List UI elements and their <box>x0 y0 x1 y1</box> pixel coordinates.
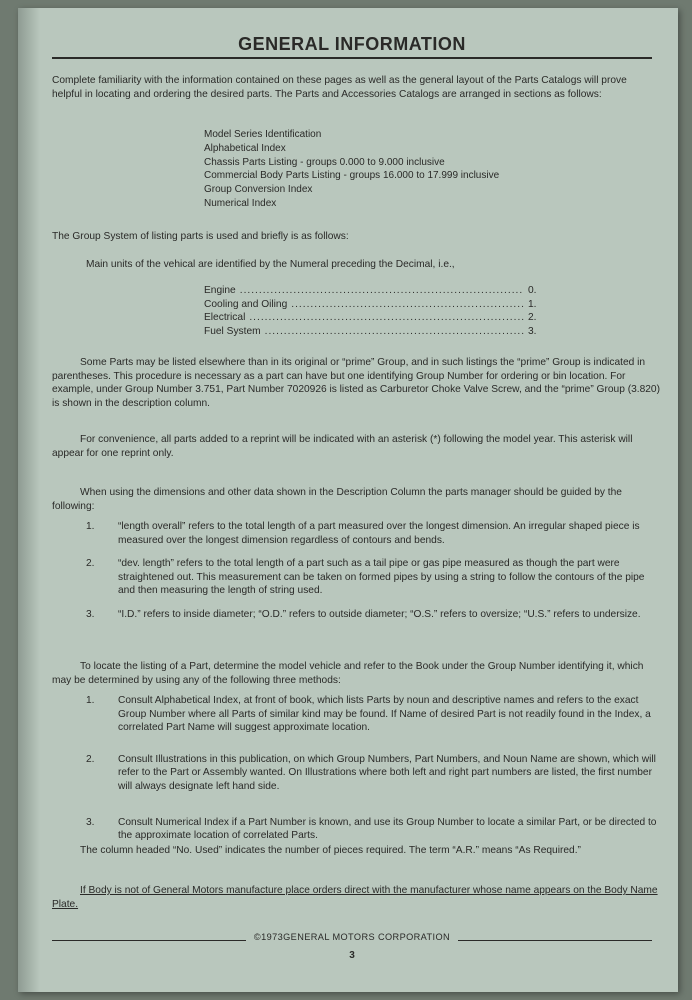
list-number: 1. <box>86 695 95 706</box>
list-item <box>86 753 658 794</box>
unit-name: Electrical <box>204 312 246 324</box>
unit-number: 3. <box>528 325 537 337</box>
list-number: 2. <box>86 753 95 765</box>
list-number: 1. <box>86 521 95 532</box>
list-item <box>86 694 658 735</box>
list-text: “I.D.” refers to inside diameter; “O.D.” refers to outside diameter; “O.S.” refers to oversize; “U.S.” refers to undersize. <box>118 608 641 620</box>
section-item: Numerical Index <box>204 197 277 209</box>
prime-group-paragraph: Some Parts may be listed elsewhere than in its original or “prime” Group, and in such listings the “prime” Group is indicated in parentheses. This procedure is necessary as a part can have but one identifying Group Number for ordering or bin location. For example, under Group Number 3.751, Part Number 7020926 is listed as Carburetor Choke Valve Screw, and the “prime” Group (3.820) is shown in the description column. <box>52 357 660 409</box>
catalog-page <box>18 8 678 992</box>
unit-row <box>204 325 544 339</box>
section-item: Model Series Identification <box>204 129 322 140</box>
dimensions-list <box>86 520 656 632</box>
list-text: “length overall” refers to the total length of a part measured over the longest dimension. An irregular shaped piece is measured over the longest dimension regardless of contours and bends. <box>118 521 640 546</box>
unit-number: 1. <box>528 298 537 310</box>
dimensions-paragraph: When using the dimensions and other data shown in the Description Column the parts manager should be guided by the following: <box>52 487 622 512</box>
body-name-plate-note: If Body is not of General Motors manufacture place orders direct with the manufacturer whose name appears on the Body Name Plate. <box>52 885 658 910</box>
page-footer <box>52 932 652 942</box>
unit-row <box>204 298 544 312</box>
no-used-paragraph: The column headed “No. Used” indicates the number of pieces required. The term “A.R.” means “As Required.” <box>80 845 581 856</box>
list-text: Consult Numerical Index if a Part Number is known, and use its Group Number to locate a similar Part, or be directed to the approximate location of correlated Parts. <box>118 816 657 842</box>
dot-leader <box>265 325 524 339</box>
unit-number: 2. <box>528 312 537 324</box>
section-item: Group Conversion Index <box>204 184 313 196</box>
footer-rule-left <box>52 940 246 941</box>
list-number: 2. <box>86 558 95 570</box>
list-item <box>86 520 656 547</box>
footer-rule-right <box>458 940 652 941</box>
list-text: Consult Alphabetical Index, at front of book, which lists Parts by noun and descriptive names and refers to the exact Group Number where all Parts of similar kind may be found. If Name of desired Part is not readily found in the Index, a correlated Part Name will suggest approximate location. <box>118 695 651 734</box>
list-number: 3. <box>86 608 95 620</box>
dot-leader <box>240 284 524 298</box>
catalog-sections-list <box>204 128 604 211</box>
unit-name: Engine <box>204 285 236 296</box>
page-title: GENERAL INFORMATION <box>52 34 652 59</box>
list-text: “dev. length” refers to the total length of a part such as a tail pipe or gas pipe measured as though the part were straightened out. This measurement can be taken on formed pipes by using a string to follow the contours of the pipe and then measuring the length of string used. <box>118 558 645 597</box>
group-system-paragraph: The Group System of listing parts is used and briefly is as follows: <box>52 231 349 242</box>
section-item: Alphabetical Index <box>204 142 286 154</box>
asterisk-paragraph: For convenience, all parts added to a reprint will be indicated with an asterisk (*) following the model year. This asterisk will appear for one reprint only. <box>52 434 633 459</box>
page-spine-shadow <box>18 8 40 992</box>
unit-name: Fuel System <box>204 325 261 337</box>
section-item: Commercial Body Parts Listing - groups 16.000 to 17.999 inclusive <box>204 170 500 182</box>
locate-paragraph: To locate the listing of a Part, determine the model vehicle and refer to the Book under the Group Number identifying it, which may be determined by using any of the following three methods: <box>52 661 644 686</box>
copyright-text: ©1973GENERAL MOTORS CORPORATION <box>253 932 451 942</box>
main-units-paragraph: Main units of the vehical are identified by the Numeral preceding the Decimal, i.e., <box>86 259 455 270</box>
intro-paragraph: Complete familiarity with the information contained on these pages as well as the general layout of the Parts Catalogs will prove helpful in locating and ordering the desired parts. The Parts and Accessories Catalogs are arranged in sections as follows: <box>52 75 627 100</box>
dot-leader <box>291 298 524 312</box>
dot-leader <box>249 311 524 325</box>
list-item <box>86 557 656 598</box>
unit-name: Cooling and Oiling <box>204 298 288 310</box>
list-item <box>86 816 658 843</box>
methods-list <box>86 694 658 843</box>
unit-number: 0. <box>528 285 537 296</box>
main-units-list <box>204 284 544 338</box>
unit-row <box>204 311 544 325</box>
unit-row <box>204 284 544 298</box>
list-text: Consult Illustrations in this publication, on which Group Numbers, Part Numbers, and Noun Name are shown, which will refer to the Part or Assembly wanted. On Illustrations where both left and right part numbers are listed, the first number will always designate left hand side. <box>118 753 656 792</box>
list-item <box>86 608 656 622</box>
page-number: 3 <box>349 950 355 961</box>
section-item: Chassis Parts Listing - groups 0.000 to 9.000 inclusive <box>204 156 445 168</box>
list-number: 3. <box>86 816 95 828</box>
